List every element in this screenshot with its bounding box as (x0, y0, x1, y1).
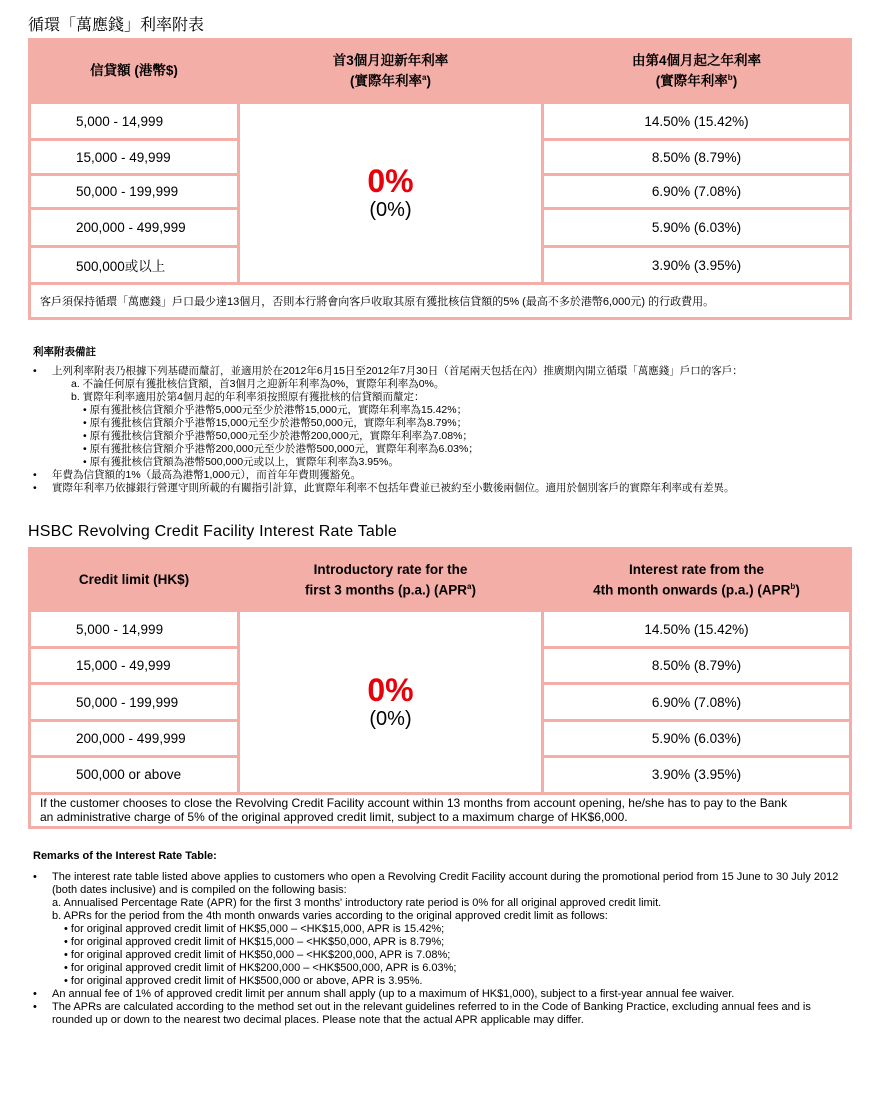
rate-cell: 8.50% (8.79%) (543, 140, 851, 174)
limit-cell: 5,000 - 14,999 (30, 102, 239, 140)
en-header-limit: Credit limit (HK$) (30, 549, 239, 611)
rate-cell: 3.90% (3.95%) (543, 246, 851, 284)
rate-cell: 3.90% (3.95%) (543, 756, 851, 793)
zh-header-after-l2: (實際年利率$^b$) (655, 73, 738, 89)
rate-cell: 5.90% (6.03%) (543, 209, 851, 247)
en-table-footnote: If the customer chooses to close the Revolving Credit Facility account within 13 months from account opening, he/she has to pay to the Bank an administrative charge of 5% of the original approved credit limit, subject to a maximum charge of HK$6,000. (30, 793, 851, 827)
limit-cell: 200,000 - 499,999 (30, 209, 239, 247)
list-item: • An annual fee of 1% of approved credit limit per annum shall apply (up to a maximum of HK$1,000), subject to a first-year annual fee waiver. (33, 988, 863, 1001)
limit-cell: 200,000 - 499,999 (30, 720, 239, 756)
list-item: • 年費為信貸額的1%（最高為港幣1,000元），而首年年費則獲豁免。 (33, 469, 853, 482)
list-item: • The interest rate table listed above applies to customers who open a Revolving Credit Facility account during the promotional period from 15 June to 30 July 2012 (both dates inclusive) and is compiled on the following basis: a. Annualised Percentage Rate (APR) for the first 3 months' introductory rate period is 0% for all original approved credit limit. b. APRs for the period from the 4th month onwards varies according to the original approved credit limit as follows: • for original approved credit limit of HK$5,000 – <HK$15,000, APR is 15.42%; • for original approved credit limit of HK$15,000 – <HK$50,000, APR is 8.79%; • for original approved credit limit of HK$50,000 – <HK$200,000, APR is 7.08%; • for original approved credit limit of HK$200,000 – <HK$500,000, APR is 6.03%; • for original approved credit limit of HK$500,000 or above, APR is 3.95%. (33, 871, 863, 988)
en-header-after (543, 549, 851, 611)
limit-cell: 500,000或以上 (30, 246, 239, 284)
rate-cell: 5.90% (6.03%) (543, 720, 851, 756)
zh-page-title: 循環「萬應錢」利率附表 (28, 17, 205, 34)
rate-cell: 6.90% (7.08%) (543, 174, 851, 208)
zh-header-limit: 信貸額 (港幣$) (30, 40, 239, 103)
en-rate-table (28, 547, 852, 829)
rate-cell: 6.90% (7.08%) (543, 684, 851, 720)
zh-intro-rate-cell (239, 102, 543, 284)
rate-cell: 14.50% (15.42%) (543, 611, 851, 648)
list-item: • 實際年利率乃依據銀行營運守則所載的有關指引計算，此實際年利率不包括年費並已被約至小數後兩個位。適用於個別客戶的實際年利率或有差異。 (33, 482, 853, 495)
zh-header-after (543, 40, 851, 103)
table-row (30, 102, 851, 140)
list-item: • The APRs are calculated according to the method set out in the relevant guidelines referred to in the Code of Banking Practice, excluding annual fees and is rounded up or down to the nearest two decimal places. Please note that the actual APR applicable may differ. (33, 1001, 863, 1027)
en-intro-rate-cell (239, 611, 543, 794)
en-header-intro-l1: Introductory rate for the (313, 561, 468, 577)
intro-apr: (0%) (369, 199, 412, 222)
en-remarks (33, 850, 863, 1027)
zh-remarks (33, 346, 853, 495)
intro-rate: 0% (367, 163, 414, 200)
limit-cell: 500,000 or above (30, 756, 239, 793)
zh-table-footnote: 客戶須保持循環「萬應錢」戶口最少達13個月，否則本行將會向客戶收取其原有獲批核信貸額的5% (最高不多於港幣6,000元) 的行政費用。 (30, 284, 851, 319)
intro-rate: 0% (367, 672, 414, 709)
zh-header-intro-l2: (實際年利率$^a$) (350, 73, 431, 89)
en-header-after-l2: 4th month onwards (p.a.) (APR$^b$) (593, 581, 800, 598)
table-row (30, 611, 851, 648)
en-header-after-l1: Interest rate from the (628, 561, 765, 577)
limit-cell: 15,000 - 49,999 (30, 648, 239, 684)
en-header-intro (239, 549, 543, 611)
zh-rate-table (28, 38, 852, 320)
rate-cell: 14.50% (15.42%) (543, 102, 851, 140)
zh-header-intro-l1: 首3個月迎新年利率 (332, 53, 449, 69)
en-page-title: HSBC Revolving Credit Facility Interest Rate Table (28, 523, 397, 540)
zh-header-intro (239, 40, 543, 103)
rate-cell: 8.50% (8.79%) (543, 648, 851, 684)
limit-cell: 50,000 - 199,999 (30, 174, 239, 208)
zh-header-after-l1: 由第4個月起之年利率 (631, 53, 761, 69)
intro-apr: (0%) (369, 708, 412, 731)
limit-cell: 5,000 - 14,999 (30, 611, 239, 648)
limit-cell: 50,000 - 199,999 (30, 684, 239, 720)
limit-cell: 15,000 - 49,999 (30, 140, 239, 174)
en-header-intro-l2: first 3 months (p.a.) (APR$^a$) (305, 581, 476, 598)
list-item: • 上列利率附表乃根據下列基礎而釐訂，並適用於在2012年6月15日至2012年7月30日（首尾兩天包括在內）推廣期內開立循環「萬應錢」戶口的客戶： a. 不論任何原有獲批核信貸額，首3個月之迎新年利率為0%，實際年利率為0%。 b. 實際年利率適用於第4個月起的年利率須按照原有獲批核的信貸額而釐定： • 原有獲批核信貸額介乎港幣5,000元至少於港幣15,000元，實際年利率為15.42%； • 原有獲批核信貸額介乎港幣15,000元至少於港幣50,000元，實際年利率為8.79%； • 原有獲批核信貸額介乎港幣50,000元至少於港幣200,000元，實際年利率為7.08%； • 原有獲批核信貸額介乎港幣200,000元至少於港幣500,000元，實際年利率為6.03%； • 原有獲批核信貸額為港幣500,000元或以上，實際年利率為3.95%。 (33, 365, 853, 469)
en-remarks-title: Remarks of the Interest Rate Table: (33, 850, 217, 862)
zh-remarks-title: 利率附表備註 (33, 346, 96, 358)
